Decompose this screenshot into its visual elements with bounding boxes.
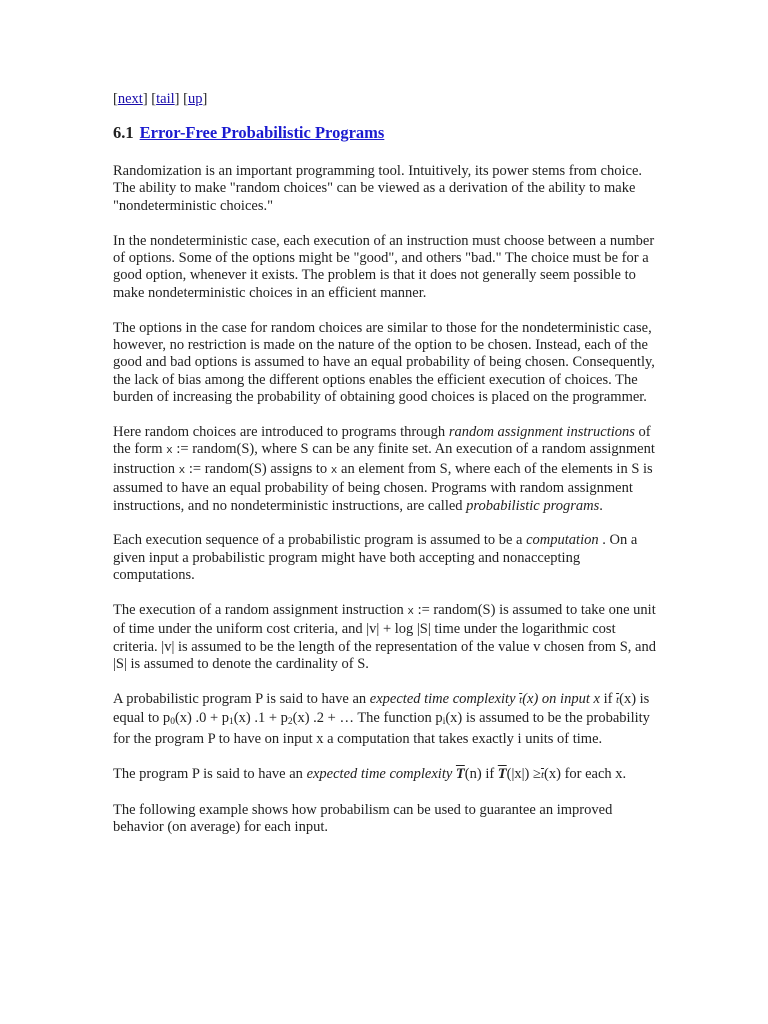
text-run: (x) .0 + p — [174, 709, 230, 726]
math-T-bar: $\overline{T}$ — [455, 765, 465, 782]
tail-link[interactable]: tail — [156, 91, 175, 107]
text-run: . On a given input a probabilistic program might have both accepting and nonaccepting computations. — [113, 532, 638, 584]
subscript: i — [442, 716, 446, 727]
text-run: (x) is equal to p — [113, 691, 650, 726]
text-run: (x) is assumed to be the probability for the program P to have on input x a computation that takes exactly i units of time. — [113, 709, 650, 747]
text-run: of the form — [113, 424, 651, 458]
text-run: (x) .2 + … The function p — [292, 709, 443, 726]
text-run: an element from S, where each of the elements in S is assumed to have an equal probability of being chosen. Programs with random assignment instructions, and no nondeterministic instructions, are called — [113, 460, 653, 514]
section-heading — [113, 124, 384, 141]
navigation-links — [113, 91, 207, 108]
paragraph-expected-time-input — [113, 691, 658, 748]
next-link[interactable]: next — [117, 91, 143, 107]
paragraph-nondeterministic: In the nondeterministic case, each execution of an instruction must choose between a number of options. Some of the options might be "good", and others "bad." The choice must be for a good option, whenever it exists. The problem is that it does not generally seem possible to make nondeterministic choices in an efficient manner. — [113, 232, 655, 301]
text-run: := random(S) assigns to — [185, 460, 331, 477]
math-T-bar: $\overline{T}$ — [497, 765, 507, 782]
section-title-link[interactable]: Error-Free Probabilistic Programs — [139, 123, 385, 142]
up-link[interactable]: up — [187, 91, 203, 107]
term-computation: computation — [526, 532, 599, 549]
subscript: 0 — [170, 716, 175, 727]
code-var: x — [407, 606, 414, 619]
paragraph-intro: Randomization is an important programming tool. Intuitively, its power stems from choice. The ability to make "random choices" can be viewed as a derivation of the ability to make "nondeterministic choices." — [113, 163, 643, 214]
term-probabilistic-programs: probabilistic programs — [466, 497, 600, 514]
text-run: A probabilistic program P is said to have an — [113, 691, 370, 708]
geq-symbol: ≥ — [533, 765, 541, 782]
text-run: := random(S), where S can be any finite set. An execution of a random assignment instruction — [113, 441, 655, 477]
text-run: Each execution sequence of a probabilistic program is assumed to be a — [113, 532, 527, 549]
section-number: 6.1 — [113, 123, 134, 142]
text-run: (x) .1 + p — [233, 709, 288, 726]
paragraph-random-choices: The options in the case for random choices are similar to those for the nondeterministic case, however, no restriction is made on the nature of the option to be chosen. Instead, each of the good and bad options is assumed to have an equal probability of being chosen. Consequently, the lack of bias among the different options enables the efficient execution of choices. The burden of increasing the probability of obtaining good choices is placed on the programmer. — [113, 319, 655, 406]
math-t-bar: $\overline{t}$ — [616, 694, 620, 707]
term-expected-time: expected time complexity — [306, 765, 453, 782]
paragraph-random-assignment — [113, 424, 658, 515]
text-run: := random(S) is assumed to take one unit of time under the uniform cost criteria, and |v| + log |S| time under the logarithmic cost criteria. |v| is assumed to be the length of the representation of the value v chosen from S, and |S| is assumed to denote the cardinality of S. — [113, 602, 656, 673]
bracket: ] [ — [142, 91, 157, 107]
math-t-bar: $\overline{t}$ — [540, 768, 545, 781]
text-run: . — [599, 497, 603, 514]
paragraph-computation — [113, 532, 658, 584]
math-t-bar: $\overline{t}$ — [519, 694, 523, 707]
subscript: 2 — [287, 716, 293, 727]
text-run: if — [599, 691, 617, 708]
text-run: (n) if — [464, 765, 498, 782]
code-var: x — [330, 464, 338, 477]
text-run: (x) for each x. — [544, 765, 627, 782]
bracket: ] [ — [174, 91, 188, 107]
bracket: ] — [202, 91, 208, 107]
bracket: [ — [113, 91, 118, 107]
text-run: (|x|) — [506, 765, 533, 782]
text-run: The program P is said to have an — [113, 765, 307, 782]
text-run: Here random choices are introduced to programs through — [113, 424, 449, 441]
term-on-input: (x) on input x — [522, 691, 600, 708]
paragraph-cost-criteria — [113, 602, 658, 674]
paragraph-expected-time-n — [113, 766, 658, 784]
text-run: The execution of a random assignment instruction — [113, 602, 408, 619]
code-var: x — [166, 445, 173, 458]
term-expected-time: expected time complexity — [369, 691, 516, 708]
term-random-assignment: random assignment instructions — [448, 424, 635, 441]
subscript: 1 — [229, 716, 234, 727]
code-var: x — [178, 464, 186, 477]
body-text — [113, 163, 658, 854]
paragraph-example: The following example shows how probabilism can be used to guarantee an improved behavior (on average) for each input. — [113, 801, 613, 835]
